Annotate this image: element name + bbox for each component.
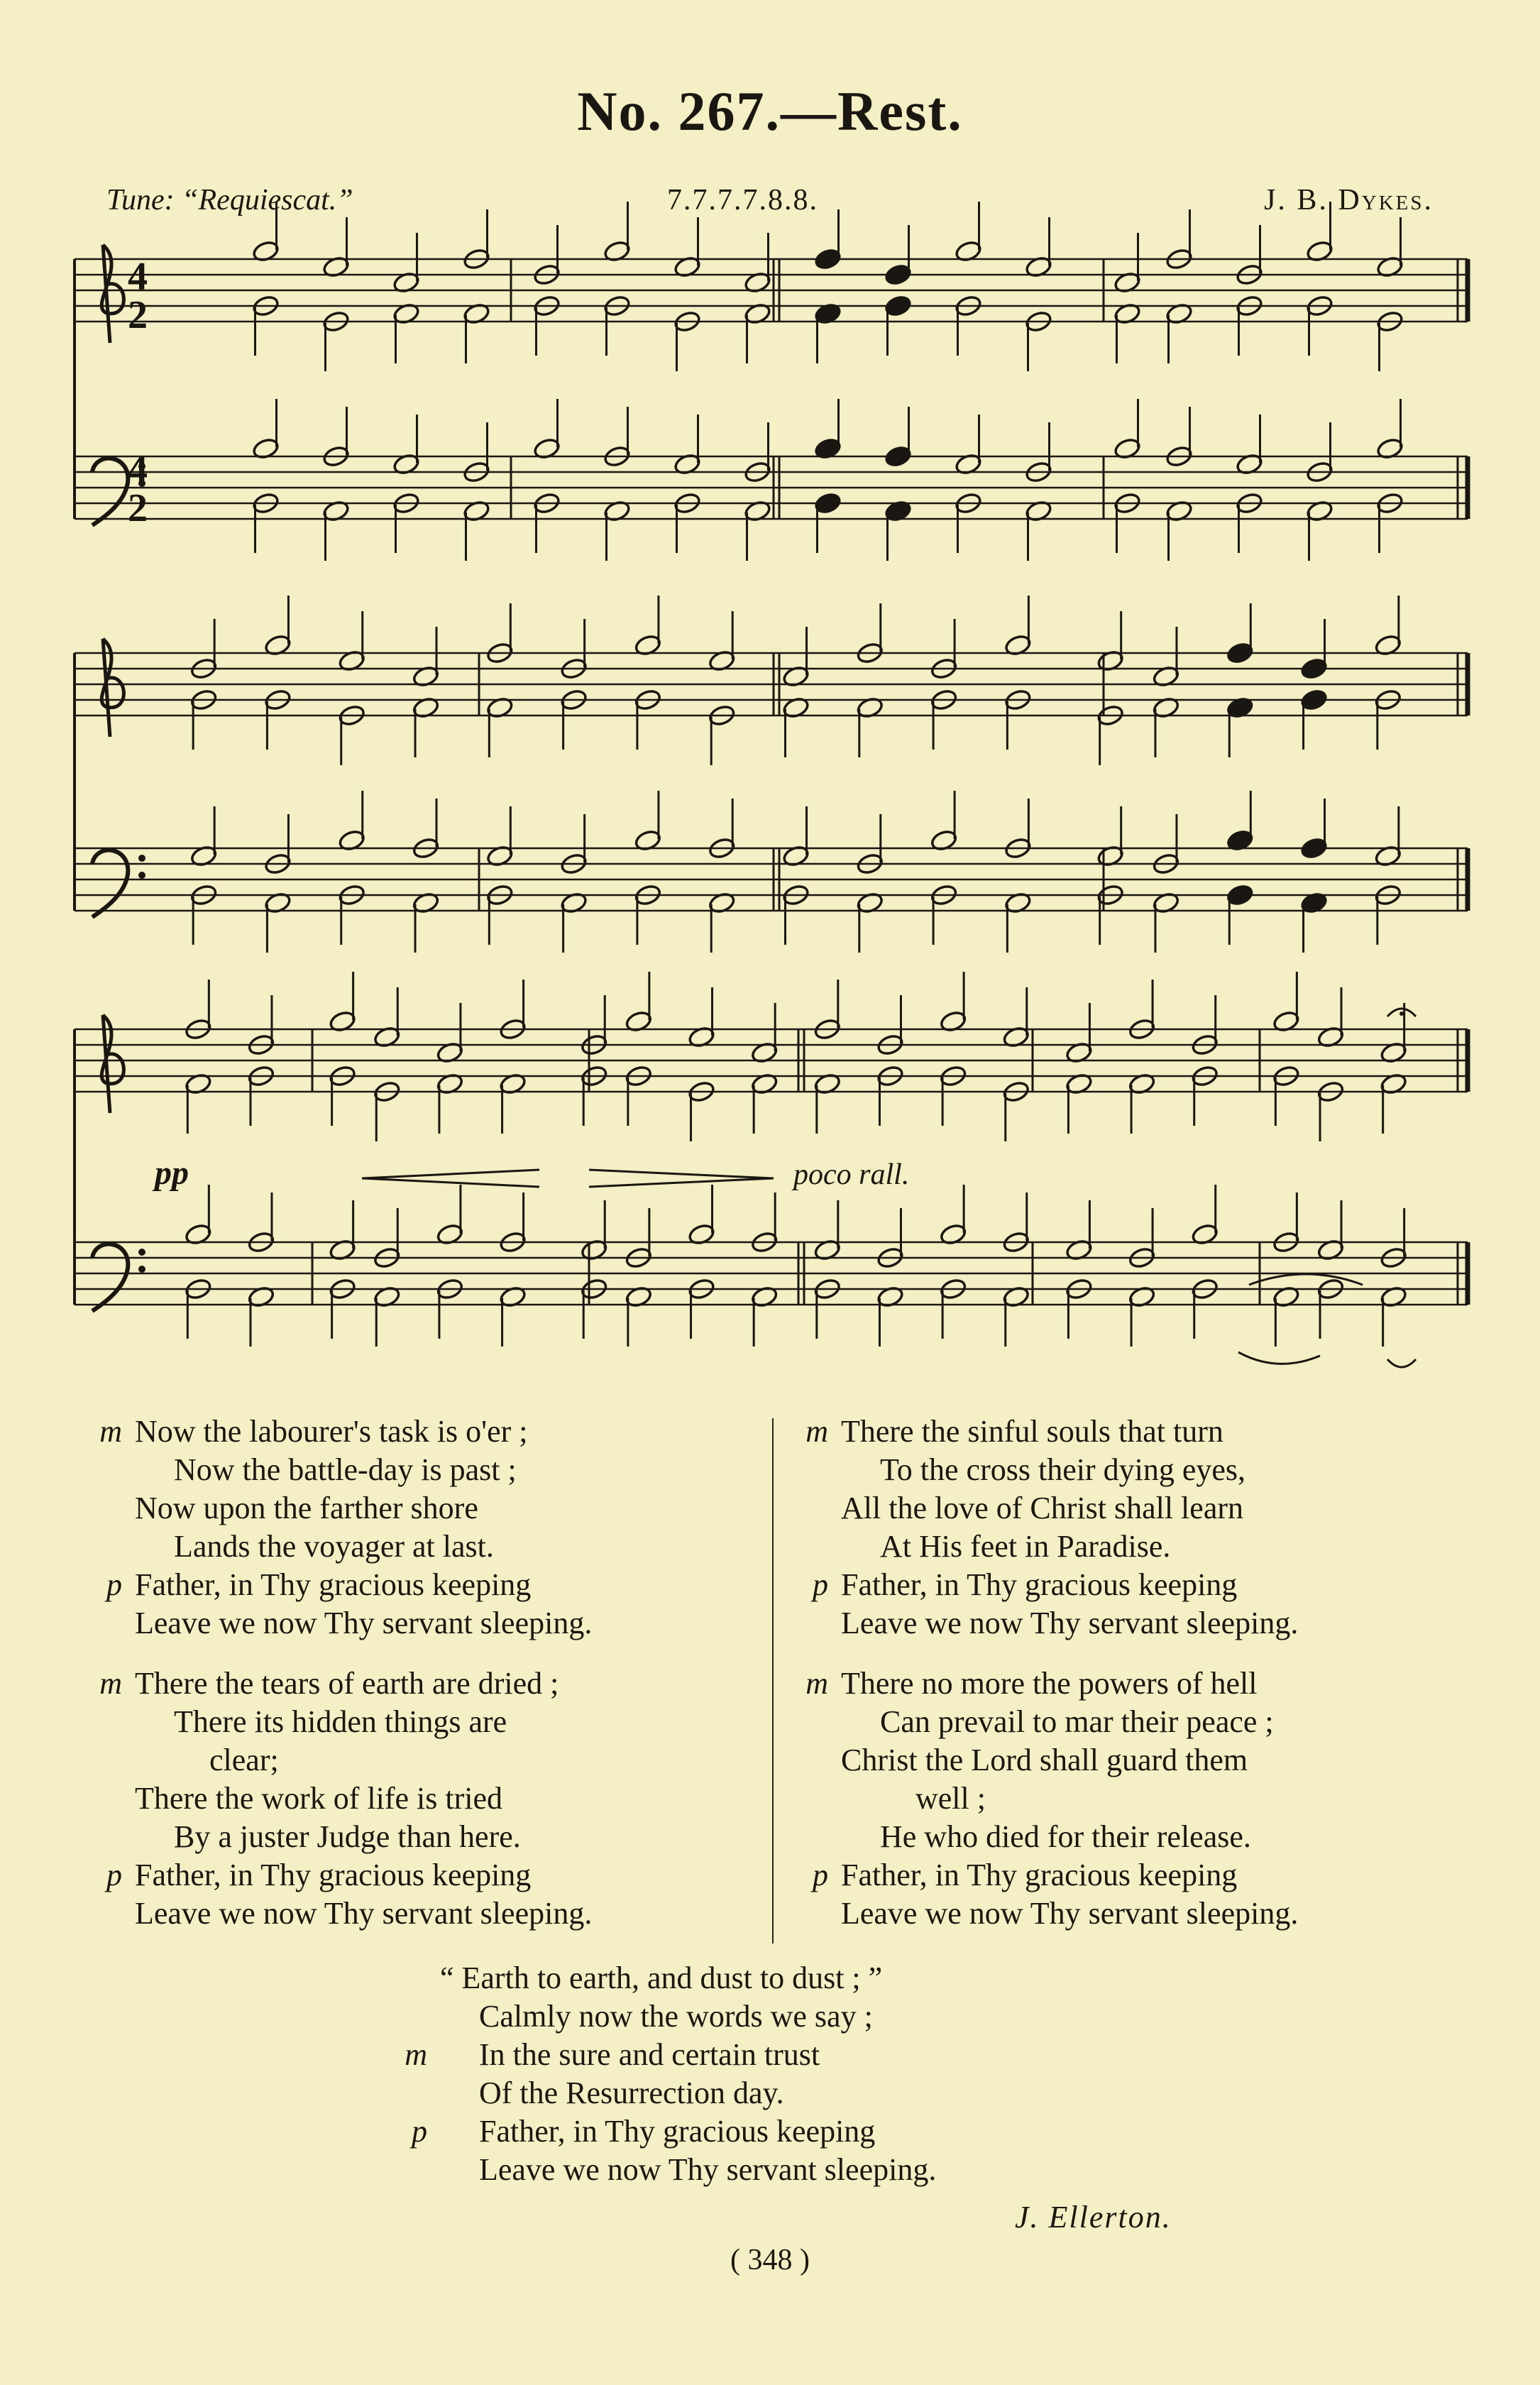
tie-icon bbox=[1249, 1274, 1363, 1285]
dynamic-marking: m bbox=[805, 1414, 828, 1449]
verse-line-text: Leave we now Thy servant sleeping. bbox=[479, 2152, 937, 2187]
verse-line bbox=[841, 1703, 1298, 1741]
verse-line-text: well ; bbox=[915, 1781, 986, 1816]
verse-line-text: Father, in Thy gracious keeping bbox=[135, 1567, 532, 1602]
verse-line bbox=[805, 1413, 1298, 1451]
verse-line-text: Father, in Thy gracious keeping bbox=[135, 1858, 532, 1892]
bass-clef-dot bbox=[138, 872, 145, 879]
crescendo-hairpin bbox=[362, 1170, 539, 1187]
verse-line-text: Now the labourer's task is o'er ; bbox=[135, 1414, 528, 1449]
dynamic-marking: m bbox=[99, 1666, 122, 1701]
verse-line bbox=[99, 1665, 592, 1703]
verse-line bbox=[813, 1856, 1298, 1895]
verse-line-text: Leave we now Thy servant sleeping. bbox=[135, 1896, 593, 1931]
verse-line bbox=[135, 1818, 592, 1856]
verse-line-text: There the sinful souls that turn bbox=[841, 1414, 1223, 1449]
composer: J. B. Dykes. bbox=[1264, 184, 1434, 216]
verse-line-text: There the tears of earth are dried ; bbox=[135, 1666, 559, 1701]
verse-line-text: There no more the powers of hell bbox=[841, 1666, 1258, 1701]
hymn-verses bbox=[0, 1413, 1540, 2187]
bass-clef-dot bbox=[138, 855, 145, 862]
verse-line bbox=[841, 1604, 1298, 1643]
verse-line bbox=[805, 1665, 1298, 1703]
treble-time-sig-bottom: 2 bbox=[128, 293, 148, 337]
verse-line bbox=[106, 1856, 592, 1895]
verse-line-text: Leave we now Thy servant sleeping. bbox=[841, 1896, 1299, 1931]
verse-line-text: Of the Resurrection day. bbox=[479, 2076, 784, 2110]
bass-clef-dot bbox=[138, 1249, 145, 1256]
verse-line bbox=[405, 2036, 936, 2074]
poco-rall-marking: poco rall. bbox=[793, 1158, 910, 1191]
verse-line-text: Now upon the farther shore bbox=[135, 1491, 478, 1525]
fermata-icon bbox=[1387, 1359, 1416, 1367]
verse-line bbox=[841, 1489, 1298, 1528]
dynamic-marking: p bbox=[106, 1567, 122, 1602]
page-number: ( 348 ) bbox=[730, 2244, 810, 2276]
verse-line-text: Calmly now the words we say ; bbox=[479, 1999, 873, 2034]
dynamic-marking: m bbox=[99, 1414, 122, 1449]
verse-line-text: In the sure and certain trust bbox=[479, 2037, 820, 2072]
dynamic-marking: p bbox=[412, 2114, 427, 2149]
verse-line bbox=[841, 1895, 1298, 1933]
treble-time-sig-top: 4 bbox=[128, 255, 148, 299]
verse-line bbox=[841, 1818, 1298, 1856]
bass-time-sig-bottom: 2 bbox=[128, 486, 148, 530]
verse-3 bbox=[99, 1665, 593, 1933]
tune-name: Tune: “Requiescat.” bbox=[106, 184, 353, 216]
verse-line-text: There its hidden things are bbox=[174, 1704, 507, 1739]
dynamic-marking: p bbox=[813, 1858, 828, 1892]
verse-line bbox=[135, 1780, 592, 1818]
verse-line-text: By a juster Judge than here. bbox=[174, 1819, 521, 1854]
verse-line bbox=[841, 1741, 1298, 1780]
verse-line bbox=[440, 2151, 936, 2189]
verse-line bbox=[841, 1780, 1298, 1818]
verse-line bbox=[841, 1528, 1298, 1566]
bass-clef-icon bbox=[92, 1244, 128, 1311]
verse-line bbox=[440, 1959, 936, 1997]
verse-line-text: Lands the voyager at last. bbox=[174, 1529, 494, 1564]
verse-4 bbox=[805, 1665, 1299, 1933]
bass-clef-icon bbox=[92, 459, 128, 525]
verse-line-text: To the cross their dying eyes, bbox=[880, 1452, 1246, 1487]
bass-clef-dot bbox=[138, 1266, 145, 1273]
verse-line-text: All the love of Christ shall learn bbox=[841, 1491, 1243, 1525]
pianissimo-marking: pp bbox=[155, 1154, 189, 1192]
verse-line bbox=[135, 1741, 592, 1780]
dynamic-marking: m bbox=[805, 1666, 828, 1701]
bass-time-sig-top: 4 bbox=[128, 448, 148, 492]
dynamic-marking: p bbox=[813, 1567, 828, 1602]
verse-line bbox=[135, 1451, 592, 1489]
verse-line bbox=[440, 2074, 936, 2112]
verse-line-text: Leave we now Thy servant sleeping. bbox=[841, 1606, 1299, 1640]
verse-5 bbox=[405, 1959, 937, 2189]
verse-line-text: Christ the Lord shall guard them bbox=[841, 1743, 1248, 1777]
decrescendo-hairpin bbox=[589, 1170, 774, 1187]
verse-line-text: Now the battle-day is past ; bbox=[174, 1452, 517, 1487]
hymn-title: No. 267.—Rest. bbox=[577, 80, 963, 142]
verse-line bbox=[135, 1528, 592, 1566]
meter: 7.7.7.7.8.8. bbox=[667, 184, 818, 216]
verse-line bbox=[440, 1997, 936, 2036]
verse-line-text: clear; bbox=[209, 1743, 279, 1777]
verse-line bbox=[841, 1451, 1298, 1489]
dynamic-marking: m bbox=[405, 2037, 427, 2072]
verse-line bbox=[106, 1566, 592, 1604]
verse-line-text: Father, in Thy gracious keeping bbox=[479, 2114, 876, 2149]
verse-line-text: There the work of life is tried bbox=[135, 1781, 503, 1816]
verse-line-text: Father, in Thy gracious keeping bbox=[841, 1858, 1238, 1892]
verse-line-text: Leave we now Thy servant sleeping. bbox=[135, 1606, 593, 1640]
fermata-dot bbox=[1399, 1011, 1404, 1016]
verse-line-text: At His feet in Paradise. bbox=[880, 1529, 1171, 1564]
verse-line-text: He who died for their release. bbox=[880, 1819, 1251, 1854]
verse-1 bbox=[99, 1413, 593, 1643]
bass-clef-icon bbox=[92, 850, 128, 917]
verse-2 bbox=[805, 1413, 1299, 1643]
verse-line bbox=[99, 1413, 592, 1451]
verse-line bbox=[412, 2112, 936, 2151]
verse-line bbox=[135, 1489, 592, 1528]
verse-line bbox=[135, 1895, 592, 1933]
verse-line-text: “ Earth to earth, and dust to dust ; ” bbox=[440, 1961, 883, 1995]
hymn-author: J. Ellerton. bbox=[1015, 2200, 1172, 2235]
verse-line bbox=[135, 1703, 592, 1741]
tie-icon bbox=[1238, 1352, 1320, 1364]
verse-line-text: Father, in Thy gracious keeping bbox=[841, 1567, 1238, 1602]
dynamic-marking: p bbox=[106, 1858, 122, 1892]
verse-line bbox=[813, 1566, 1298, 1604]
verse-line bbox=[135, 1604, 592, 1643]
verse-line-text: Can prevail to mar their peace ; bbox=[880, 1704, 1274, 1739]
